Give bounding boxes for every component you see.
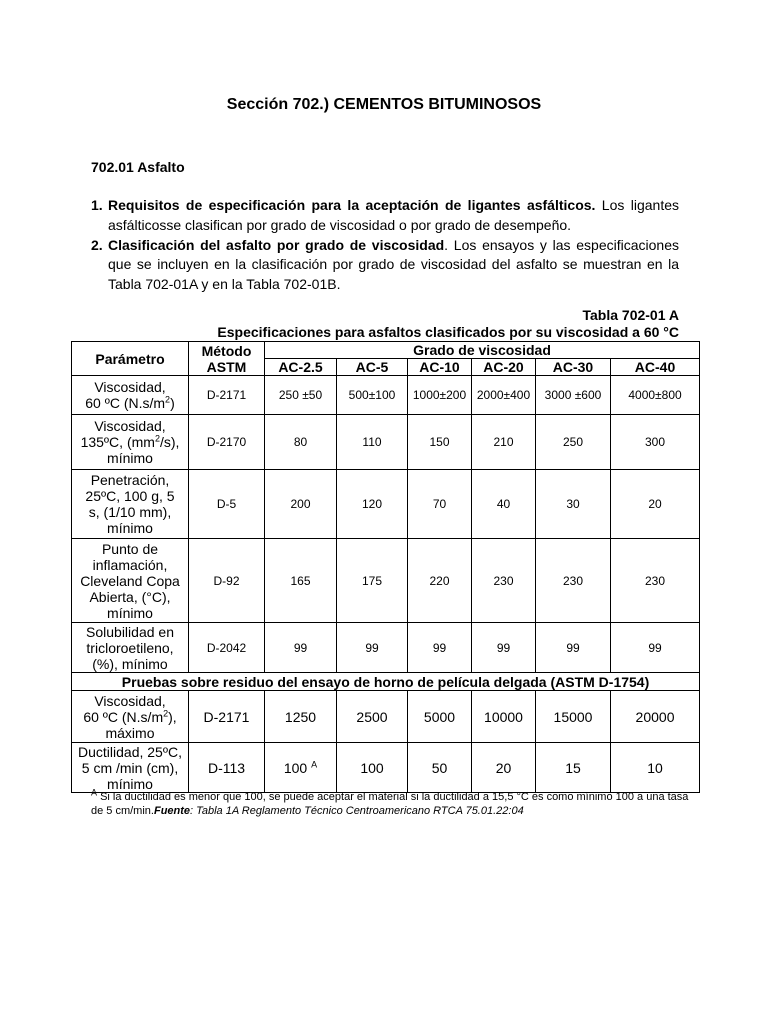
requirement-number: 1. xyxy=(91,197,103,213)
table-header xyxy=(72,342,700,376)
value-cell: 250 xyxy=(536,415,611,470)
method-cell: D-92 xyxy=(189,539,265,623)
viscosity-spec-table xyxy=(71,341,700,793)
requirement-item xyxy=(91,196,679,235)
param-line xyxy=(74,709,186,725)
value-cell: 1000±200 xyxy=(408,376,472,415)
table-caption-id: Tabla 702-01 A xyxy=(582,307,679,323)
value-cell: 230 xyxy=(536,539,611,623)
value-cell: 99 xyxy=(536,623,611,673)
param-text: ) xyxy=(170,395,175,411)
value-cell: 120 xyxy=(337,470,408,539)
value-cell: 210 xyxy=(472,415,536,470)
param-line: mínimo xyxy=(107,775,153,792)
param-line: Penetración, xyxy=(90,472,170,488)
param-line: Viscosidad, xyxy=(94,379,166,395)
header-grade-item: AC-10 xyxy=(408,359,472,376)
value-cell: 99 xyxy=(337,623,408,673)
header-grade: Grado de viscosidad xyxy=(265,342,700,359)
footnote-text: Si la ductilidad es menor que 100, se puede aceptar el material si la ductilidad a 15,5 °C es como mínimo 100 a una tasa de 5 cm/min. xyxy=(91,791,689,817)
method-cell: D-2171 xyxy=(189,376,265,415)
value-cell: 15 xyxy=(536,743,611,793)
param-line: s, (1/10 mm), xyxy=(88,504,172,520)
value-cell: 70 xyxy=(408,470,472,539)
param-line: máximo xyxy=(105,724,155,741)
param-line xyxy=(74,434,186,450)
table-caption-title: Especificaciones para asfaltos clasificados por su viscosidad a 60 °C xyxy=(217,323,679,340)
value-cell: 220 xyxy=(408,539,472,623)
footnote-source-label: Fuente xyxy=(153,804,191,817)
param-line: inflamación, xyxy=(92,556,168,573)
param-cell xyxy=(72,470,189,539)
param-superscript: 2 xyxy=(165,394,171,405)
value-cell: 5000 xyxy=(408,691,472,743)
header-grade-item: AC-30 xyxy=(536,359,611,376)
header-method-line: Método xyxy=(201,342,252,359)
value-cell: 2500 xyxy=(337,691,408,743)
header-method-line: ASTM xyxy=(206,358,247,375)
header-grade-item: AC-20 xyxy=(472,359,536,376)
param-line: mínimo xyxy=(107,604,153,621)
footnote-source-text: : Tabla 1A Reglamento Técnico Centroamericano RTCA 75.01.22:04 xyxy=(190,804,524,817)
param-line xyxy=(74,395,186,411)
value-cell: 100 xyxy=(337,743,408,793)
value-cell: 165 xyxy=(265,539,337,623)
value-cell xyxy=(265,743,337,793)
value-cell: 175 xyxy=(337,539,408,623)
param-superscript: 2 xyxy=(154,433,160,444)
param-line: Viscosidad, xyxy=(94,692,166,709)
param-line: (%), mínimo xyxy=(92,655,168,672)
value-cell: 250 ±50 xyxy=(265,376,337,415)
subsection-title: 702.01 Asfalto xyxy=(91,159,185,175)
requirement-lead: Clasificación del asfalto por grado de viscosidad xyxy=(108,236,445,253)
header-grade-item: AC-5 xyxy=(337,359,408,376)
param-line: mínimo xyxy=(107,520,153,536)
requirement-text: Los ligantes asfálticosse clasifican por grado de viscosidad o por grado de desempeño. xyxy=(108,197,679,233)
param-cell xyxy=(72,623,189,673)
param-line: Cleveland Copa xyxy=(80,572,180,589)
value-cell: 3000 ±600 xyxy=(536,376,611,415)
value-cell: 150 xyxy=(408,415,472,470)
value-cell: 230 xyxy=(611,539,700,623)
param-line: Abierta, (°C), xyxy=(89,588,171,605)
param-line: 25ºC, 100 g, 5 xyxy=(85,488,175,504)
param-line: Ductilidad, 25ºC, xyxy=(78,743,182,760)
residue-header-row xyxy=(72,673,700,691)
requirements-list xyxy=(91,196,679,295)
value-cell: 40 xyxy=(472,470,536,539)
param-cell xyxy=(72,376,189,415)
table-row xyxy=(72,623,700,673)
table-row xyxy=(72,743,700,793)
method-cell: D-113 xyxy=(189,743,265,793)
requirement-text: . Los ensayos y las especificaciones que se incluyen en la clasificación por grado de viscosidad del asfalto se muestran en la Tabla 702-01A y en la Tabla 702-01B. xyxy=(108,236,679,292)
param-text: 135ºC, (mm xyxy=(80,434,155,450)
value-cell: 20 xyxy=(611,470,700,539)
value-cell: 99 xyxy=(265,623,337,673)
value-cell: 200 xyxy=(265,470,337,539)
value-text: 100 xyxy=(283,759,308,776)
value-cell: 80 xyxy=(265,415,337,470)
table-row xyxy=(72,376,700,415)
value-cell: 110 xyxy=(337,415,408,470)
value-cell: 20000 xyxy=(611,691,700,743)
value-cell: 99 xyxy=(472,623,536,673)
table-row xyxy=(72,539,700,623)
value-cell: 15000 xyxy=(536,691,611,743)
footnote-mark: A xyxy=(311,758,318,769)
value-cell: 30 xyxy=(536,470,611,539)
footnote-mark: A xyxy=(91,787,98,798)
header-method xyxy=(189,342,265,376)
param-superscript: 2 xyxy=(163,707,169,718)
param-line: tricloroetileno, xyxy=(86,639,174,656)
value-cell: 1250 xyxy=(265,691,337,743)
value-cell: 20 xyxy=(472,743,536,793)
param-line: Punto de xyxy=(101,540,159,557)
method-cell: D-5 xyxy=(189,470,265,539)
param-line: Viscosidad, xyxy=(94,418,166,434)
value-cell: 4000±800 xyxy=(611,376,700,415)
residue-header: Pruebas sobre residuo del ensayo de horno de película delgada (ASTM D-1754) xyxy=(72,673,700,691)
value-cell: 10000 xyxy=(472,691,536,743)
param-line: Solubilidad en xyxy=(86,623,174,640)
value-cell: 99 xyxy=(408,623,472,673)
value-cell: 500±100 xyxy=(337,376,408,415)
table-caption xyxy=(217,307,679,340)
table-row xyxy=(72,691,700,743)
requirement-number: 2. xyxy=(91,236,103,253)
method-cell: D-2171 xyxy=(189,691,265,743)
value-cell: 2000±400 xyxy=(472,376,536,415)
value-cell: 230 xyxy=(472,539,536,623)
param-text: ), xyxy=(168,708,177,725)
header-grade-item: AC-2.5 xyxy=(265,359,337,376)
value-cell: 10 xyxy=(611,743,700,793)
param-cell xyxy=(72,415,189,470)
param-line: 5 cm /min (cm), xyxy=(81,759,179,776)
value-cell: 300 xyxy=(611,415,700,470)
requirement-lead: Requisitos de especificación para la aceptación de ligantes asfálticos. xyxy=(108,197,596,213)
param-text: 60 ºC (N.s/m xyxy=(83,708,164,725)
param-cell xyxy=(72,539,189,623)
requirement-item xyxy=(91,236,679,295)
table-row xyxy=(72,470,700,539)
section-title: Sección 702.) CEMENTOS BITUMINOSOS xyxy=(226,96,542,113)
value-cell: 99 xyxy=(611,623,700,673)
method-cell: D-2042 xyxy=(189,623,265,673)
header-grade-item: AC-40 xyxy=(611,359,700,376)
param-text: 60 ºC (N.s/m xyxy=(85,395,166,411)
value-cell: 50 xyxy=(408,743,472,793)
param-cell xyxy=(72,743,189,793)
param-cell xyxy=(72,691,189,743)
table-row xyxy=(72,415,700,470)
param-line: mínimo xyxy=(107,450,153,466)
header-parameter: Parámetro xyxy=(72,342,189,376)
param-text: /s), xyxy=(159,434,180,450)
table-footnote xyxy=(91,787,691,818)
method-cell: D-2170 xyxy=(189,415,265,470)
